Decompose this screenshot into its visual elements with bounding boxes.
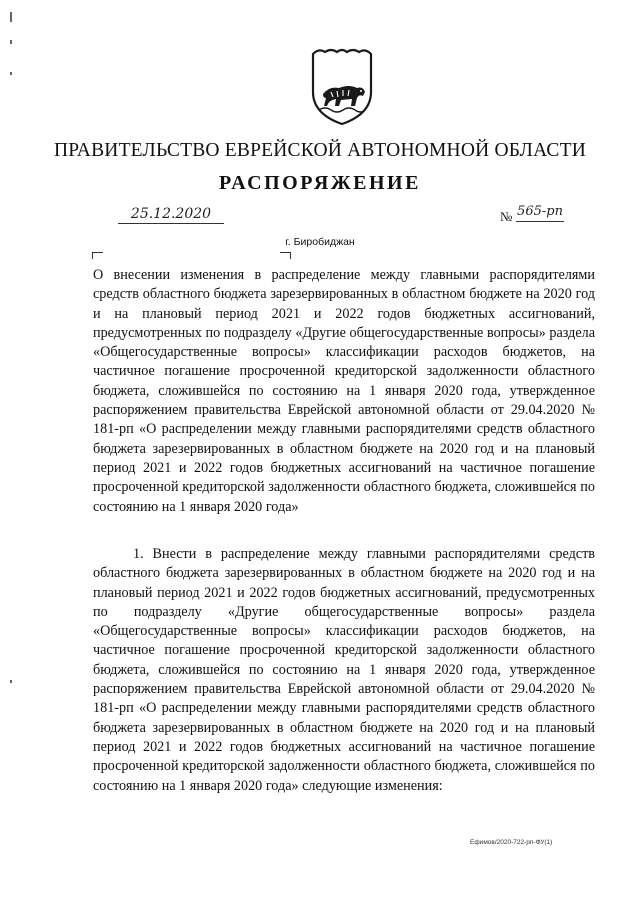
- scan-mark: [10, 12, 12, 22]
- scan-mark: [10, 40, 12, 44]
- document-subject: О внесении изменения в распределение между главными распорядителями средств областного бюджета зарезервированных в областном бюджете на 2020 год и на плановый период 2021 и 2022 годов бюджетных ассигнований, предусмотренных по подразделу «Другие общегосударственные вопросы» раздела «Общегосударственные вопросы» классификации расходов бюджетов, на частичное погашение просроченной кредиторской задолженности областного бюджета, сложившейся по состоянию на 1 января 2020 года, утвержденное распоряжением правительства Еврейской автономной области от 29.04.2020 № 181-рп «О распределении между главными распорядителями средств областного бюджета зарезервированных в областном бюджете на 2020 год и на плановый период 2021 и 2022 годов бюджетных ассигнований на частичное погашение просроченной кредиторской задолженности областного бюджета, сложившейся по состоянию на 1 января 2020 года»: [93, 267, 595, 515]
- city-name: г. Биробиджан: [285, 236, 355, 248]
- number-label: №: [500, 209, 513, 224]
- organization-title: ПРАВИТЕЛЬСТВО ЕВРЕЙСКОЙ АВТОНОМНОЙ ОБЛАСТИ: [53, 140, 587, 161]
- document-date: 25.12.2020: [118, 205, 224, 224]
- footer-code: Ефимов/2020-722-рп-ФУ(1): [470, 839, 553, 846]
- coat-of-arms-icon: [309, 48, 375, 126]
- document-number: 565-рп: [516, 203, 564, 222]
- scan-mark: [10, 72, 12, 75]
- scan-mark: [10, 680, 12, 683]
- subject-bracket-left: [92, 252, 103, 259]
- subject-bracket-right: [280, 252, 291, 259]
- document-type: РАСПОРЯЖЕНИЕ: [219, 172, 421, 194]
- order-item-1: 1. Внести в распределение между главными распорядителями средств областного бюджета зарезервированных в областном бюджете на 2020 год и на плановый период 2021 и 2022 годов бюджетных ассигнований, предусмотренных по подразделу «Другие общегосударственные вопросы» раздела «Общегосударственные вопросы» классификации расходов бюджетов, на частичное погашение просроченной кредиторской задолженности областного бюджета, сложившейся по состоянию на 1 января 2020 года, утвержденное распоряжением правительства Еврейской автономной области от 29.04.2020 № 181-рп «О распределении между главными распорядителями средств областного бюджета зарезервированных в областном бюджете на 2020 год и на плановый период 2021 и 2022 годов бюджетных ассигнований на частичное погашение просроченной кредиторской задолженности областного бюджета, сложившейся по состоянию на 1 января 2020 года» следующие изменения:: [93, 546, 595, 794]
